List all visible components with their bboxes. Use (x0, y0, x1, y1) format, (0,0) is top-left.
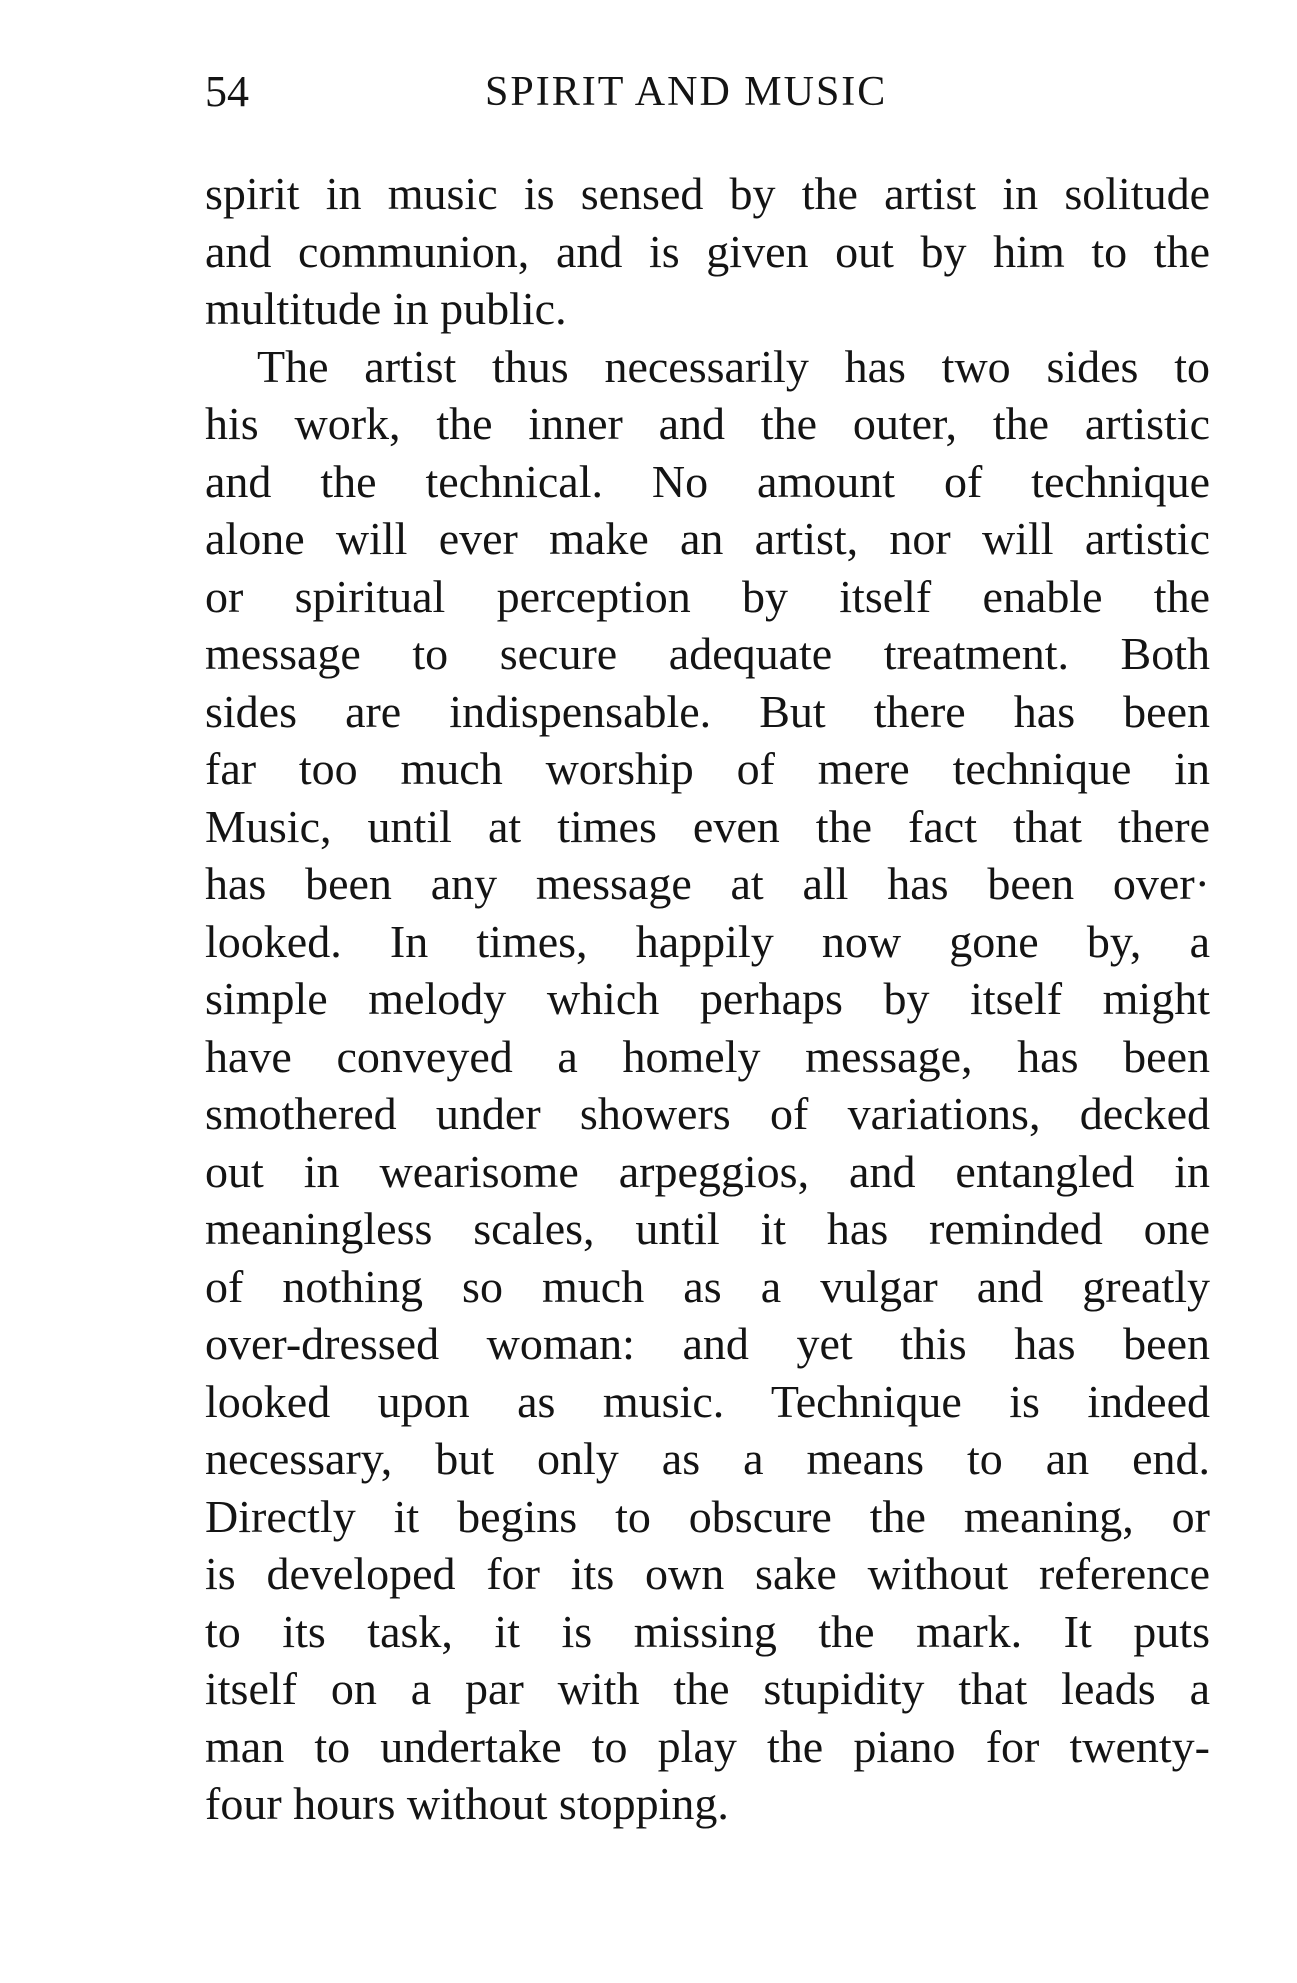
text-line: alone will ever make an artist, nor will artistic (205, 513, 1210, 564)
text-line: multitude in public. (205, 283, 567, 334)
running-title: SPIRIT AND MUSIC (485, 69, 888, 115)
text-line: over-dressed woman: and yet this has been (205, 1318, 1210, 1369)
text-line: far too much worship of mere technique in (205, 743, 1210, 794)
text-line: of nothing so much as a vulgar and greatly (205, 1260, 1210, 1312)
body-text (205, 165, 1210, 1833)
text-line: and the technical. No amount of technique (205, 455, 1210, 507)
text-line: meaningless scales, until it has reminded one (205, 1203, 1210, 1254)
text-line: looked upon as music. Technique is indeed (205, 1375, 1210, 1427)
text-line: looked. In times, happily now gone by, a (205, 915, 1210, 967)
text-line: necessary, but only as a means to an end. (205, 1433, 1210, 1484)
text-line: or spiritual perception by itself enable the (205, 570, 1210, 622)
text-line: message to secure adequate treatment. Both (205, 628, 1210, 679)
text-line: man to undertake to play the piano for twenty- (205, 1720, 1210, 1772)
text-line: out in wearisome arpeggios, and entangled in (205, 1145, 1210, 1197)
text-line: his work, the inner and the outer, the artistic (205, 398, 1210, 449)
text-line: has been any message at all has been over· (205, 858, 1210, 909)
text-line: itself on a par with the stupidity that leads a (205, 1663, 1210, 1714)
text-line: spirit in music is sensed by the artist in solitude (205, 168, 1210, 219)
text-line: and communion, and is given out by him to the (205, 225, 1210, 277)
text-line: four hours without stopping. (205, 1778, 729, 1829)
text-line: to its task, it is missing the mark. It puts (205, 1605, 1210, 1657)
text-line: have conveyed a homely message, has been (205, 1030, 1210, 1082)
text-line: sides are indispensable. But there has been (205, 685, 1210, 737)
running-head (205, 62, 1210, 122)
text-line: Directly it begins to obscure the meaning, or (205, 1490, 1210, 1542)
text-line: smothered under showers of variations, decked (205, 1088, 1210, 1139)
text-line: simple melody which perhaps by itself might (205, 973, 1210, 1024)
text-line: is developed for its own sake without reference (205, 1548, 1210, 1599)
text-line: The artist thus necessarily has two sides to (257, 340, 1210, 392)
page-number: 54 (205, 67, 249, 116)
text-line: Music, until at times even the fact that there (205, 800, 1210, 852)
